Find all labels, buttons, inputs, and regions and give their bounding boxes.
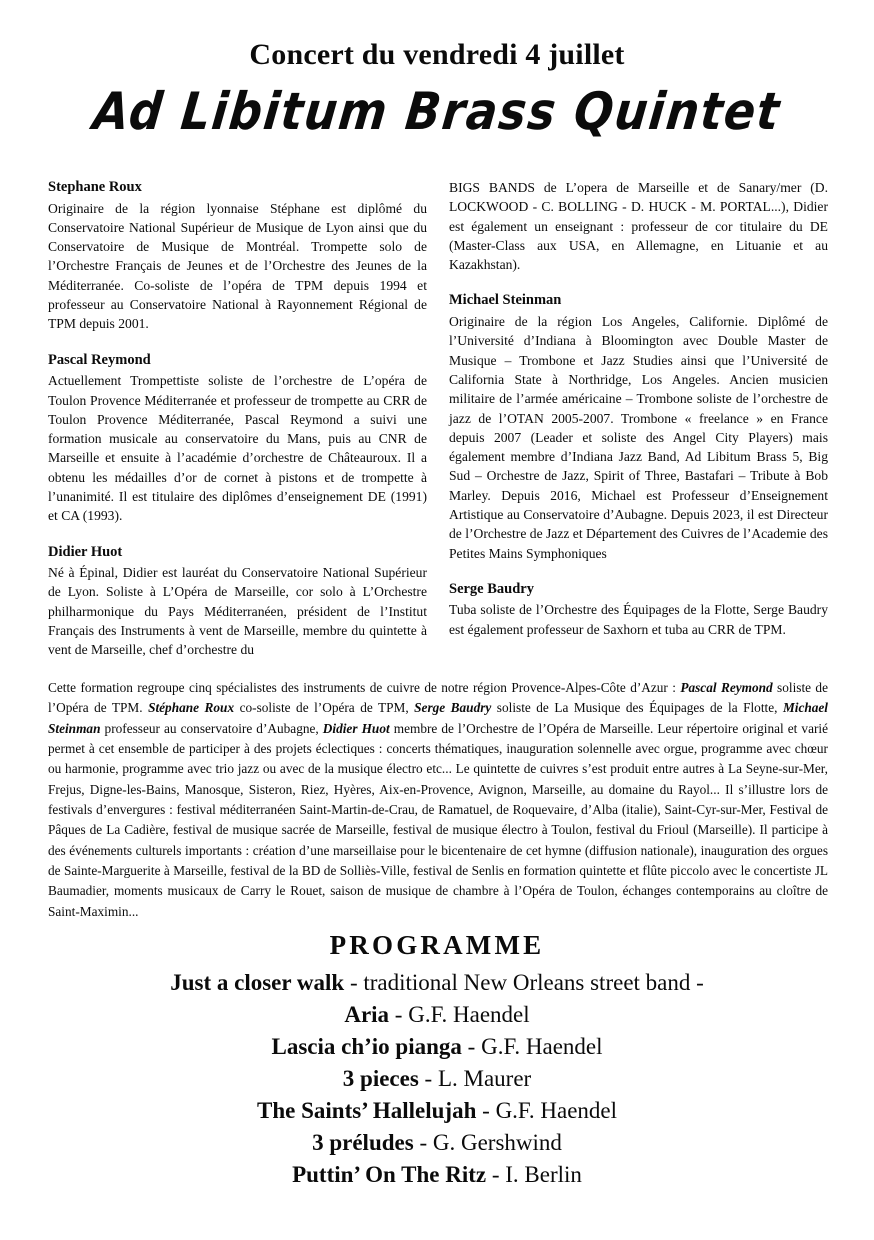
programme-item (0, 1095, 874, 1127)
programme-item-work: Lascia ch’io pianga (271, 1033, 462, 1059)
bio-text: Tuba soliste de l’Orchestre des Équipages de la Flotte, Serge Baudry est également professeur de Saxhorn et tuba au CRR de TPM. (449, 602, 828, 637)
programme-item-separator: - (486, 1161, 506, 1187)
programme-list (0, 967, 874, 1191)
ensemble-text-a: Cette formation regroupe cinq spécialistes des instruments de cuivre de notre région Provence-Alpes-Côte d’Azur : (48, 680, 681, 695)
bio-name: Michael Steinman (449, 292, 562, 309)
programme-item-separator: - (476, 1097, 496, 1123)
programme-item-separator: - (418, 1065, 438, 1091)
programme-item-composer: G.F. Haendel (495, 1097, 617, 1123)
bio-text: Originaire de la région Los Angeles, Californie. Diplômé de l’Université d’Indiana à Bloomington avec Double Master de Musique – Trombone et Jazz Studies ainsi que l’Université de California State à Northridge, Los Angeles. Ancien musicien militaire de l’armée américaine – Trombone soliste de l’orchestre de jazz de l’OTAN 2005-2007. Trombone « freelance » en France depuis 2007 (Leader et soliste des Angel City Players) mais également membre d’Indiana Jazz Band, Ad Libitum Brass 5, Big Sud – Orchestre de Jazz, Spirit of Three, Bastafari – Tribute à Bob Marley. Depuis 2016, Michael est Professeur d’Enseignement Artistique au Conservatoire d’Aubagne. Depuis 2023, il est Directeur de l’Orchestre de Jazz et Département des Cuivres de l’Academie des Petites Mains Symphoniques (449, 314, 828, 561)
ensemble-text-e: professeur au conservatoire d’Aubagne, (100, 720, 323, 736)
programme-item (0, 1063, 874, 1095)
ensemble-description (48, 678, 828, 922)
bio-didier-huot-continued (449, 178, 828, 274)
programme-item (0, 967, 874, 999)
programme-item (0, 1159, 874, 1191)
ensemble-member-name: Michael Steinman (48, 700, 828, 736)
ensemble-member-name: Serge Baudry (414, 700, 492, 716)
programme-item-composer: G.F. Haendel (408, 1001, 530, 1027)
bio-column-right (449, 178, 828, 660)
band-name-title: Ad Libitum Brass Quintet (90, 80, 784, 142)
bio-stephane-roux (48, 178, 427, 334)
bio-text: Originaire de la région lyonnaise Stéphane est diplômé du Conservatoire National Supérieur de Musique de Lyon ainsi que du Conservatoire de Musique de Montréal. Trompette solo de l’Orchestre Français de Jeunes et de l’Orchestre des Jeunes de la Méditerranée. Co-soliste de l’opéra de TPM depuis 1994 et professeur au Conservatoire National à Rayonnement Régional de TPM depuis 2001. (48, 200, 427, 332)
bio-name: Serge Baudry (449, 580, 534, 597)
ensemble-text-b: soliste de l’Opéra de TPM. (48, 680, 828, 716)
ensemble-member-name: Pascal Reymond (680, 680, 773, 695)
page-header (0, 0, 874, 142)
programme-item-work: 3 pieces (342, 1065, 419, 1091)
programme-item-work: Aria (344, 1001, 390, 1027)
programme-title: PROGRAMME (329, 930, 545, 960)
programme-item-composer: G.F. Haendel (481, 1033, 603, 1059)
programme-item-composer: L. Maurer (437, 1065, 532, 1091)
bio-name: Stephane Roux (48, 179, 142, 195)
programme-item (0, 999, 874, 1031)
ensemble-member-name: Stéphane Roux (148, 700, 235, 716)
bio-name: Pascal Reymond (48, 351, 151, 368)
programme-item-work: The Saints’ Hallelujah (257, 1097, 477, 1123)
programme-item (0, 1127, 874, 1159)
bio-pascal-reymond (48, 351, 427, 526)
bio-serge-baudry (449, 580, 828, 639)
bio-didier-huot (48, 543, 427, 660)
programme-item-composer: I. Berlin (505, 1161, 582, 1187)
programme-section (0, 930, 874, 1191)
ensemble-text-c: co-soliste de l’Opéra de TPM, (234, 700, 415, 716)
ensemble-member-name: Didier Huot (322, 720, 390, 736)
bio-column-left (48, 178, 427, 660)
bio-michael-steinman (449, 291, 828, 562)
programme-item-separator: - (389, 1001, 409, 1027)
programme-item-composer: G. Gershwind (432, 1129, 562, 1155)
bio-text: Actuellement Trompettiste soliste de l’orchestre de L’opéra de Toulon Provence Méditerranée et professeur de trompette au CRR de Toulon Provence Méditerranée, Pascal Reymond a suivi une formation musicale au conservatoire du Mans, puis au CNR de Marseille et ensuite à l’académie d’orchestre de Châteauroux. Il a obtenu les médailles d’or de cornet à pistons et de trompette à l’unanimité. Il est titulaire des diplômes d’enseignement DE (1991) et CA (1993). (48, 373, 427, 524)
biographies-section (48, 178, 828, 660)
programme-item-work: 3 préludes (312, 1129, 414, 1155)
bio-text: Né à Épinal, Didier est lauréat du Conservatoire National Supérieur de Lyon. Soliste à L’Opéra de Marseille, cor solo à L’Orchestre philharmonique du Pays Méditerranéen, président de l’Institut Français des Instruments à vent de Marseille, membre du quintette à vent de Marseille, chef d’orchestre du (48, 565, 427, 658)
programme-item (0, 1031, 874, 1063)
programme-item-separator: - (344, 970, 364, 995)
concert-title: Concert du vendredi 4 juillet (249, 38, 625, 71)
bio-text: BIGS BANDS de L’opera de Marseille et de Sanary/mer (D. LOCKWOOD - C. BOLLING - D. HUCK - M. PORTAL...), Didier est également un enseignant : professeur de cor titulaire du DE (Master-Class aux USA, en Allemagne, en Lituanie et au Kazakhstan). (449, 180, 828, 273)
programme-item-separator: - (461, 1033, 482, 1059)
programme-item-work: Puttin’ On The Ritz (292, 1161, 487, 1187)
programme-item-separator: - (413, 1129, 433, 1155)
programme-item-work: Just a closer walk (170, 970, 345, 995)
programme-item-composer: traditional New Orleans street band - (363, 970, 704, 995)
ensemble-text-d: soliste de La Musique des Équipages de la Flotte, (491, 700, 783, 716)
ensemble-text-f: membre de l’Orchestre de l’Opéra de Marseille. Leur répertoire original et varié permet à cet ensemble de participer à des projets éclectiques : concerts thématiques, inauguration solennelle avec orgue, programme avec chœur ou harmonie, programme avec trio jazz ou avec de la musique électro etc... Le quintette de cuivres s’est produit entre autres à La Seyne-sur-Mer, Frejus, Digne-les-Bains, Manosque, Sisteron, Riez, Hyères, Aix-en-Provence, Avignon, Marseille, au domaine du Rayol... Il s’illustre lors de festivals d’envergures : festival méditerranéen Saint-Martin-de-Crau, de Ramatuel, de Roquevaire, d’Alba (italie), Saint-Cyr-sur-Mer, Festival de Pâques de La Cadière, festival de musique sacrée de Marseille, festival de musique électro à Toulon, festival du Frioul (Marseille). Il participe à des événements culturels importants : création d’une marseillaise pour le bicentenaire de cet hymne (diffusion nationale), inauguration des orgues de Sainte-Marguerite à Marseille, festival de la BD de Solliès-Ville, festival de Senlis en formation quintette et flûte piccolo avec le concertiste JL Baumadier, moments musicaux de Carry le Rouet, saison de musique de chambre à l’Opéra de Toulon, échanges contemporains au cloître de Saint-Maximin... (48, 720, 829, 919)
bio-name: Didier Huot (48, 543, 123, 560)
